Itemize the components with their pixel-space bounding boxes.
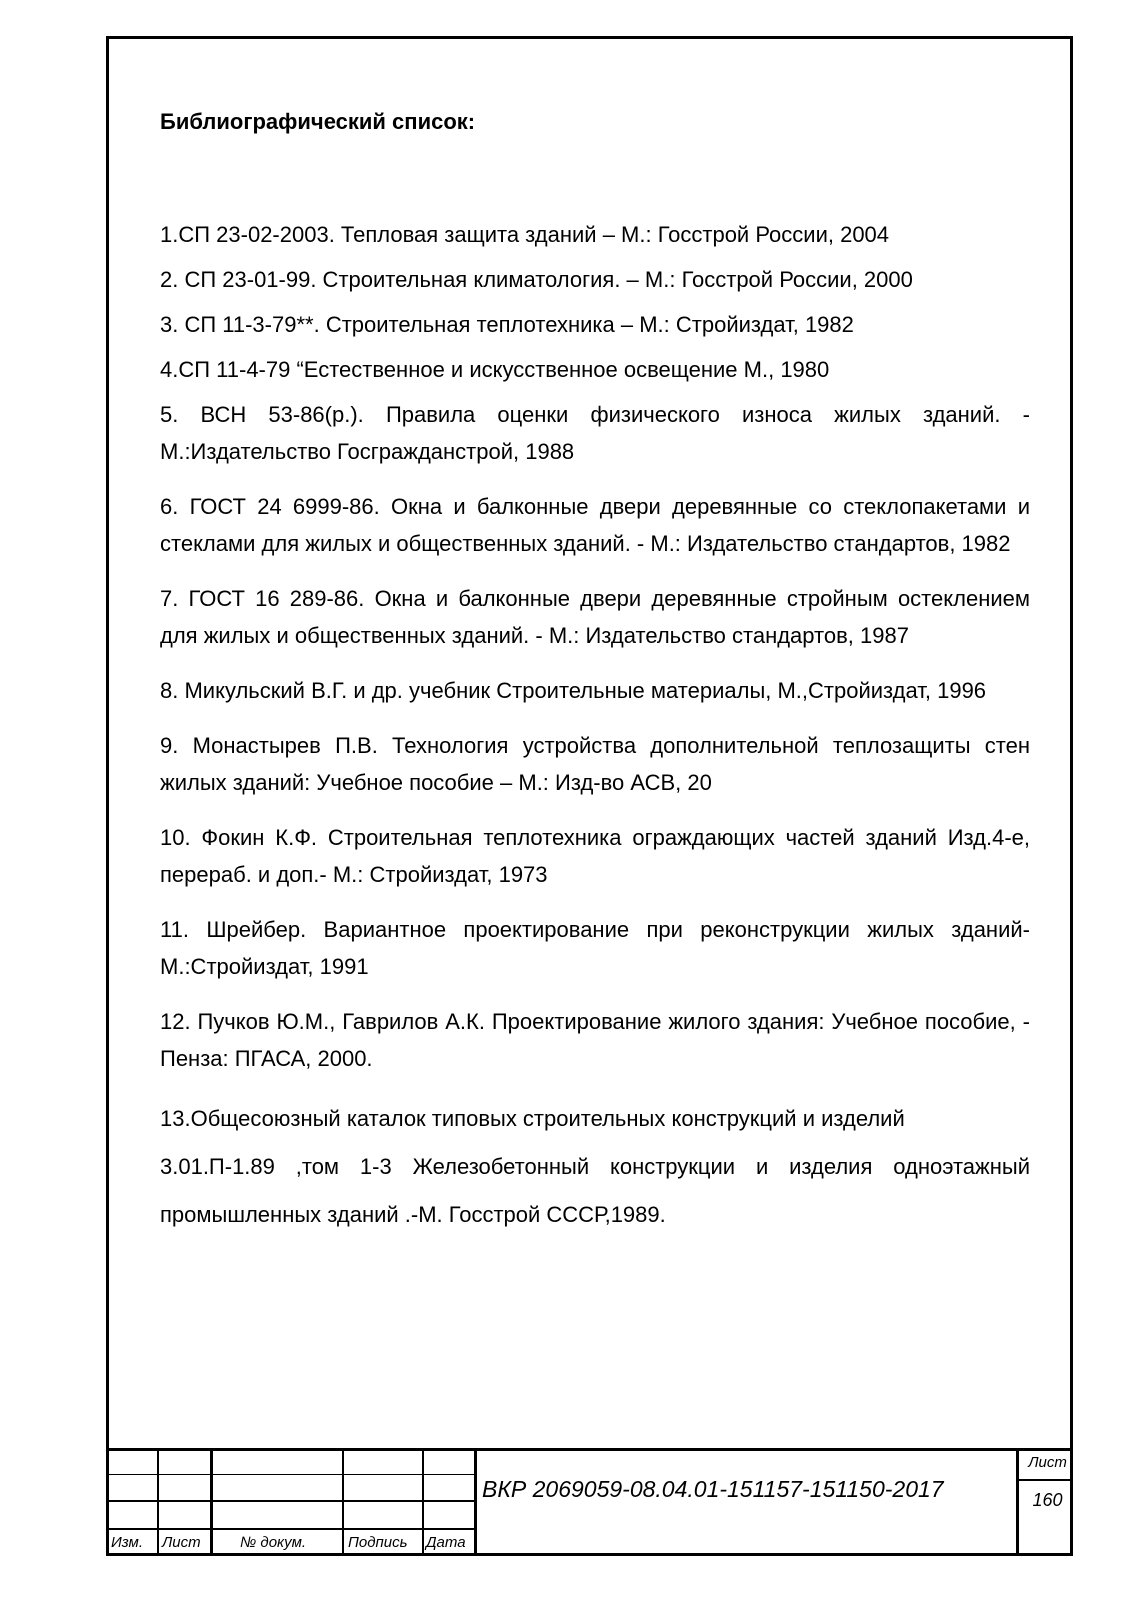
bibliography-heading: Библиографический список: xyxy=(160,109,476,134)
reference-item: 3. СП 11-3-79**. Строительная теплотехника – М.: Стройиздат, 1982 xyxy=(160,312,854,337)
reference-item: 5. ВСН 53-86(р.). Правила оценки физического износа жилых зданий. - М.:Издательство Госгражданстрой, 1988 xyxy=(160,402,1030,464)
reference-item: 6. ГОСТ 24 6999-86. Окна и балконные двери деревянные со стеклопакетами и стеклами для жилых и общественных зданий. - М.: Издательство стандартов, 1982 xyxy=(160,494,1030,556)
reference-item: 10. Фокин К.Ф. Строительная теплотехника ограждающих частей зданий Изд.4-е, перераб. и доп.- М.: Стройиздат, 1973 xyxy=(160,825,1030,887)
title-block-col-line xyxy=(474,1448,477,1556)
list-caption: Лист xyxy=(162,1534,201,1551)
reference-item: 2. СП 23-01-99. Строительная климатология. – М.: Госстрой России, 2000 xyxy=(160,267,913,292)
title-block-col-line xyxy=(210,1448,213,1556)
title-block-col-line xyxy=(342,1448,344,1556)
izm-caption: Изм. xyxy=(111,1534,143,1551)
signature-caption: Подпись xyxy=(348,1534,408,1551)
reference-item: 13.Общесоюзный каталок типовых строительных конструкций и изделий xyxy=(160,1106,905,1131)
reference-item: 1.СП 23-02-2003. Тепловая защита зданий – М.: Госстрой России, 2004 xyxy=(160,222,890,247)
reference-item: 9. Монастырев П.В. Технология устройства дополнительной теплозащиты стен жилых зданий: Учебное пособие – М.: Изд-во АСВ, 20 xyxy=(160,733,1030,795)
document-code: ВКР 2069059-08.04.01-151157-151150-2017 xyxy=(482,1476,944,1502)
title-block-row-line xyxy=(106,1500,476,1502)
date-caption: Дата xyxy=(426,1534,466,1551)
document-body xyxy=(160,106,1030,1239)
title-block-row-line xyxy=(106,1528,476,1530)
reference-item: 12. Пучков Ю.М., Гаврилов А.К. Проектирование жилого здания: Учебное пособие, - Пенза: ПГАСА, 2000. xyxy=(160,1009,1030,1071)
reference-item: 8. Микульский В.Г. и др. учебник Строительные материалы, М.,Стройиздат, 1996 xyxy=(160,678,987,703)
reference-item: 11. Шрейбер. Вариантное проектирование при реконструкции жилых зданий-М.:Стройиздат, 1991 xyxy=(160,917,1030,979)
reference-item: 7. ГОСТ 16 289-86. Окна и балконные двери деревянные стройным остеклением для жилых и общественных зданий. - М.: Издательство стандартов, 1987 xyxy=(160,586,1030,648)
reference-item: 3.01.П-1.89 ,том 1-3 Железобетонный конструкции и изделия одноэтажный промышленных зданий .-М. Госстрой СССР,1989. xyxy=(160,1154,1030,1227)
title-block-col-line xyxy=(422,1448,424,1556)
title-block xyxy=(106,1448,1073,1556)
reference-item: 4.СП 11-4-79 “Естественное и искусственное освещение М., 1980 xyxy=(160,357,830,382)
sheet-number: 160 xyxy=(1032,1490,1063,1510)
doc-number-caption: № докум. xyxy=(240,1534,307,1551)
sheet-label: Лист xyxy=(1028,1454,1067,1471)
bibliography-list xyxy=(160,216,1030,1239)
title-block-col-line xyxy=(157,1448,159,1556)
sheet-cell-divider xyxy=(1016,1479,1073,1481)
title-block-row-line xyxy=(106,1474,476,1475)
title-block-top-border xyxy=(106,1448,1073,1451)
